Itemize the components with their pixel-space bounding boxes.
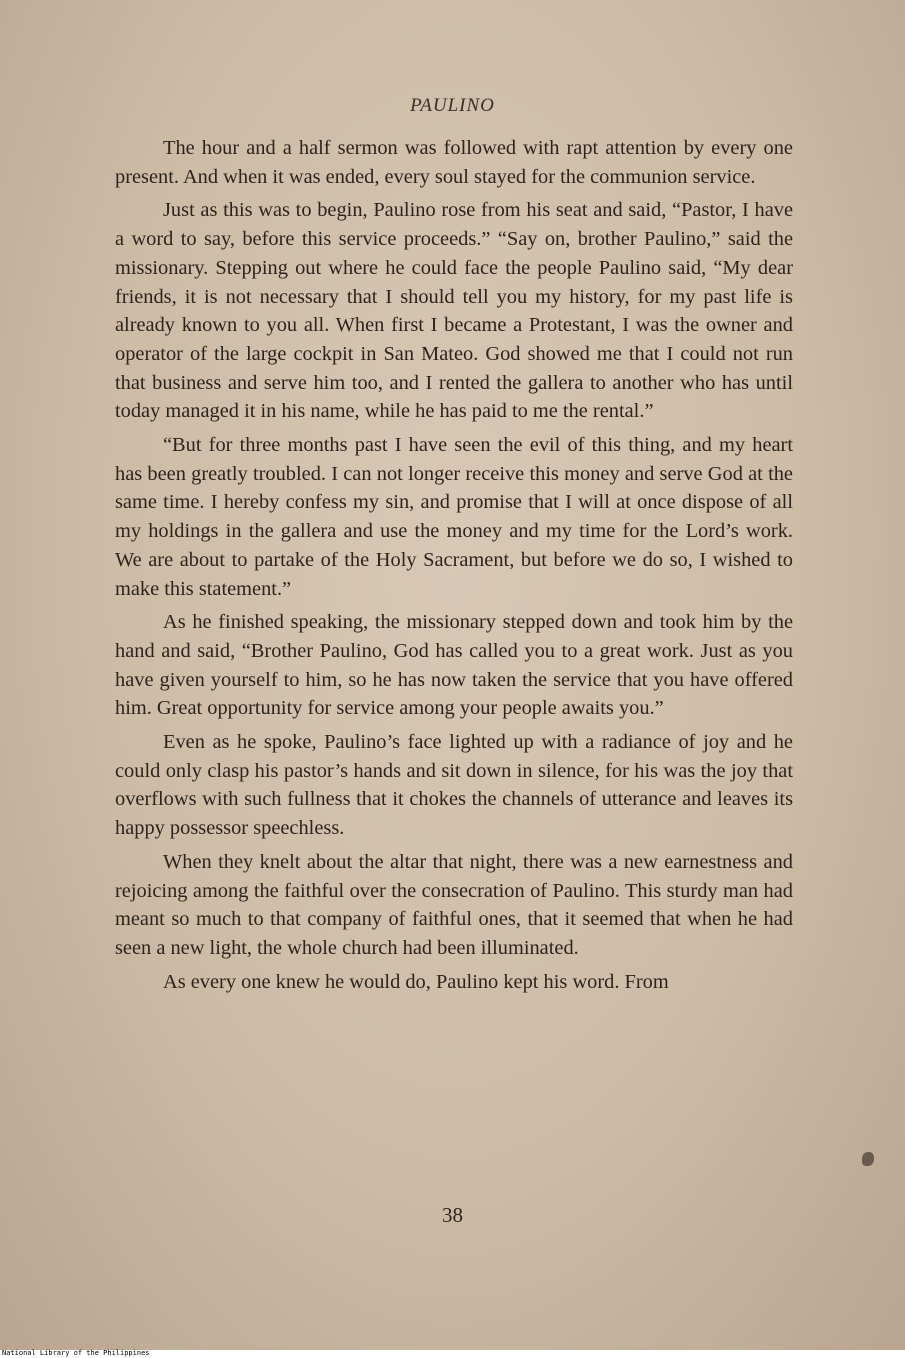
paragraph-6: When they knelt about the altar that night, there was a new earnestness and rejoicing among the faithful over the consecration of Paulino. This sturdy man had meant so much to that company of faithful ones, that it seemed that when he had seen a new light, the whole church had been illuminated. bbox=[115, 850, 793, 959]
footer-bar bbox=[0, 1350, 905, 1358]
library-credit: National Library of the Philippines bbox=[2, 1349, 150, 1357]
running-head: PAULINO bbox=[410, 95, 495, 116]
ink-blot bbox=[862, 1152, 874, 1166]
paragraph-1: The hour and a half sermon was followed with rapt attention by every one present. And when it was ended, every soul stayed for the communion service. bbox=[115, 137, 793, 188]
paragraph-7: As every one knew he would do, Paulino kept his word. From bbox=[163, 970, 669, 993]
paragraph-2: Just as this was to begin, Paulino rose from his seat and said, “Pastor, I have a word to say, before this service proceeds.” “Say on, brother Paulino,” said the missionary. Stepping out where he could face the people Paulino said, “My dear friends, it is not necessary that I should tell you my history, for my past life is already known to you all. When first I became a Protestant, I was the owner and operator of the large cockpit in San Mateo. God showed me that I could not run that business and serve him too, and I rented the gallera to another who has until today managed it in his name, while he has paid to me the rental.” bbox=[115, 199, 793, 423]
paragraph-4: As he finished speaking, the missionary stepped down and took him by the hand and said, “Brother Paulino, God has called you to a great work. Just as you have given yourself to him, so he has now taken the service that you have offered him. Great opportunity for service among your people awaits you.” bbox=[115, 611, 793, 720]
paragraph-3: “But for three months past I have seen the evil of this thing, and my heart has been greatly troubled. I can not longer receive this money and serve God at the same time. I hereby confess my sin, and promise that I will at once dispose of all my holdings in the gallera and use the money and my time for the Lord’s work. We are about to partake of the Holy Sacrament, but before we do so, I wished to make this statement.” bbox=[115, 434, 793, 600]
paragraph-5: Even as he spoke, Paulino’s face lighted up with a radiance of joy and he could only clasp his pastor’s hands and sit down in silence, for his was the joy that overflows with such fullness that it chokes the channels of utterance and leaves its happy possessor speechless. bbox=[115, 731, 793, 840]
page-number: 38 bbox=[442, 1203, 463, 1227]
body-text bbox=[115, 134, 793, 1001]
